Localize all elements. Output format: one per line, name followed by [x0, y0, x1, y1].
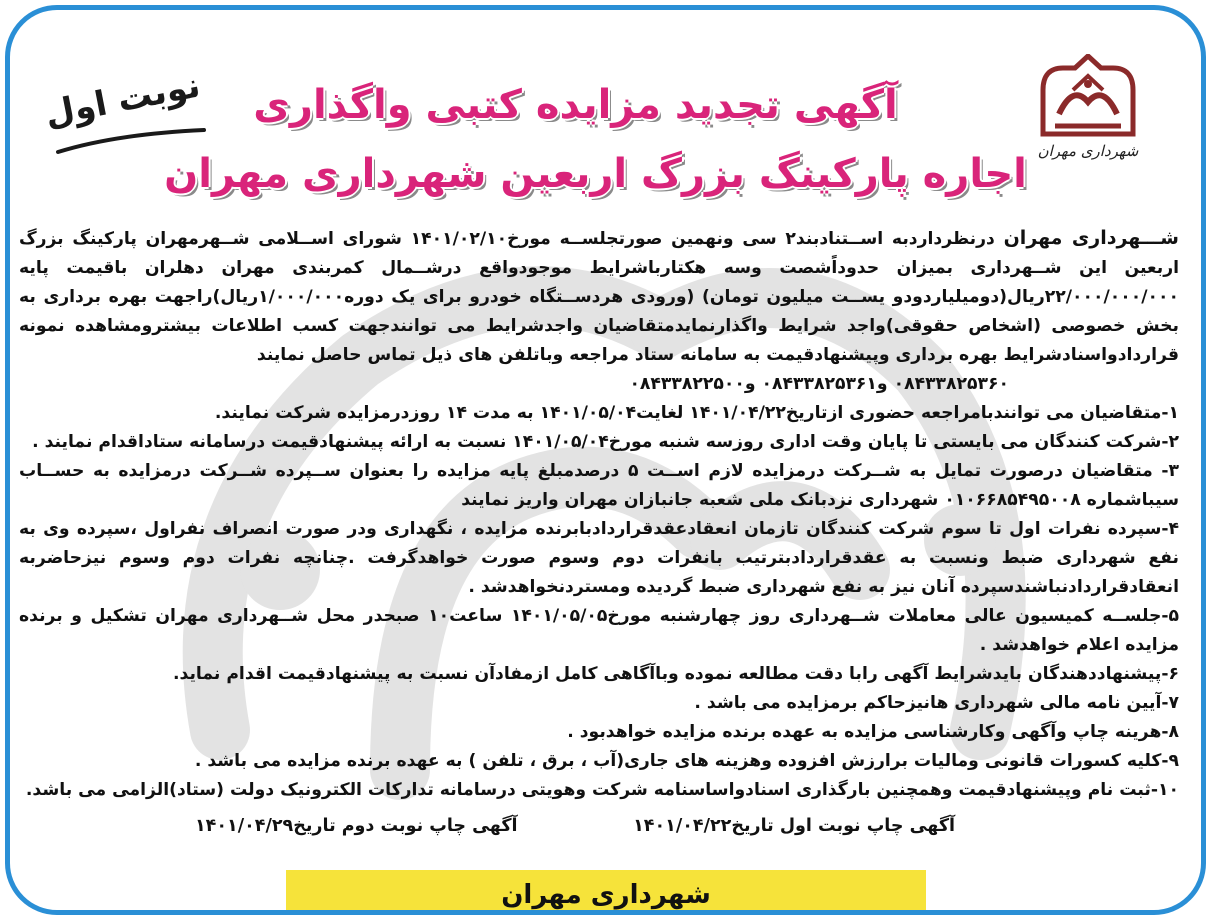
- intro-text: درنظرداردبه اســتنادبند۲ سی ونهمین صورتجلســه مورخ۱۴۰۱/۰۲/۱۰ شورای اســلامی شــهرمهران پارکینگ بزرگ اربعین این شــهرداری بمیزان حدوداًشصت وسه هکتارباشرایط موجودواقع درشــمال کمربندی مهران دهلران باقیمت پایه ۲۲/۰۰۰/۰۰۰/۰۰۰ریال(دومیلیاردودو یســت میلیون تومان) (ورودی هردســتگاه خودرو برای یک دوره۱/۰۰۰/۰۰۰ریال)راجهت بهره برداری به بخش خصوصی (اشخاص حقوقی)واجد شرایط واگذارنمایدمتقاضیان واجدشرایط می توانندجهت کسب اطلاعات بیشترومشاهده نمونه قراردادواسنادشرایط بهره برداری وپیشنهادقیمت به سامانه ستاد مراجعه وباتلفن های ذیل تماس حاصل نمایند: [19, 229, 1179, 365]
- title-line-2: اجاره پارکینگ بزرگ اربعین شهرداری مهران: [164, 151, 1027, 197]
- notice-body: [19, 224, 1179, 805]
- footer-signature: شهرداری مهران: [286, 870, 926, 915]
- intro-lead: شـــهرداری مهران: [1003, 227, 1179, 249]
- clause-2: ۲-شرکت کنندگان می بایستی تا پایان وقت اداری روزسه شنبه مورخ۱۴۰۱/۰۵/۰۴ نسبت به ارائه پیشنهادقیمت درسامانه ستاداقدام نمایند .: [32, 432, 1179, 452]
- clause-9: ۹-کلیه کسورات قانونی ومالیات برارزش افزوده وهزینه های جاری(آب ، برق ، تلفن ) به عهده برنده مزایده می باشد .: [194, 751, 1179, 771]
- clause-4: ۴-سپرده نفرات اول تا سوم شرکت کنندگان تازمان انعقادعقدقراردادبابرنده مزایده ، نگهداری ودر صورت انصراف نفراول ،سپرده وی به نفع شهرداری ضبط ونسبت به عقدقراردادبترتیب بانفرات دوم وسوم صورت خواهدگرفت .چنانچه نفرات دوم وسوم نیزحاضربه انعقادقراردادنباشندسپرده آنان نیز به نفع شهرداری ضبط گردیده ومستردنخواهدشد .: [19, 519, 1179, 597]
- clause-7: ۷-آیین نامه مالی شهرداری هانیزحاکم برمزایده می باشد .: [694, 693, 1179, 713]
- round-label: نوبت اول: [41, 65, 204, 135]
- clause-10: ۱۰-ثبت نام وپیشنهادقیمت وهمچنین بارگذاری اسنادواساسنامه شرکت وهویتی درسامانه تدارکات الکترونیک دولت (ستاد)الزامی می باشد.: [25, 780, 1179, 800]
- second-publication-date: آگهی چاپ نوبت دوم تاریخ۱۴۰۱/۰۴/۲۹: [195, 816, 518, 836]
- title-line-1: آگهی تجدید مزایده کتبی واگذاری: [253, 82, 898, 128]
- clause-5: ۵-جلســه کمیسیون عالی معاملات شــهرداری روز چهارشنبه مورخ۱۴۰۱/۰۵/۰۵ ساعت۱۰ صبحدر محل شــهرداری مهران تشکیل و برنده مزایده اعلام خواهدشد .: [19, 606, 1179, 655]
- logo-caption: شهرداری مهران: [1037, 142, 1139, 160]
- clause-3: ۳- متقاضیان درصورت تمایل به شــرکت درمزایده لازم اســت ۵ درصدمبلغ پایه مزایده را بعنوان ســپرده شــرکت درمزایده به حســاب سیباشماره ۰۱۰۶۶۸۵۴۹۵۰۰۸ شهرداری نزدبانک ملی شعبه جانبازان مهران واریز نمایند: [19, 461, 1179, 510]
- first-publication-date: آگهی چاپ نوبت اول تاریخ۱۴۰۱/۰۴/۲۲: [633, 816, 955, 836]
- phone-numbers: ۰۸۴۳۳۸۲۵۳۶۰ و۰۸۴۳۳۸۲۵۳۶۱ و۰۸۴۳۳۸۲۲۵۰۰: [629, 374, 1009, 394]
- notice-frame: [5, 5, 1206, 915]
- intro-paragraph: [19, 224, 1179, 370]
- clause-6: ۶-پیشنهاددهندگان بایدشرایط آگهی رابا دقت مطالعه نموده وباآگاهی کامل ازمفادآن نسبت به پیشنهادقیمت اقدام نماید.: [173, 664, 1179, 684]
- publication-dates: [195, 816, 955, 836]
- clause-8: ۸-هرینه چاپ وآگهی وکارشناسی مزایده به عهده برنده مزایده خواهدبود .: [567, 722, 1179, 742]
- clause-1: ۱-متقاضیان می توانندبامراجعه حضوری ازتاریخ۱۴۰۱/۰۴/۲۲ لغایت۱۴۰۱/۰۵/۰۴ به مدت ۱۴ روزدرمزایده شرکت نمایند.: [214, 403, 1179, 423]
